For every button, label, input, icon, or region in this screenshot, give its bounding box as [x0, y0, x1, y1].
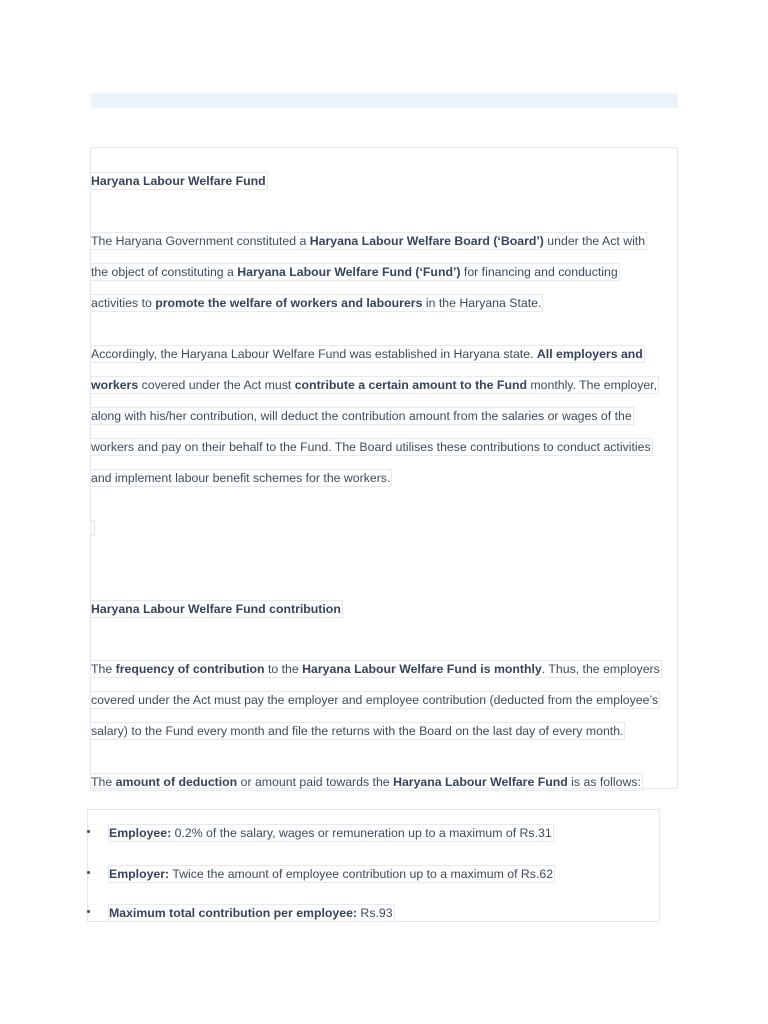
paragraph-line: along with his/her contribution, will deduct the contribution amount from the salaries or wages of the — [91, 409, 632, 423]
paragraph-line: Accordingly, the Haryana Labour Welfare Fund was established in Haryana state. All employers and — [91, 347, 643, 361]
paragraph-line: salary) to the Fund every month and file the returns with the Board on the last day of every month. — [91, 724, 624, 738]
paragraph-line: The frequency of contribution to the Haryana Labour Welfare Fund is monthly. Thus, the employers — [91, 662, 660, 676]
section-heading-contribution: Haryana Labour Welfare Fund contribution — [91, 602, 341, 616]
section-heading-fund: Haryana Labour Welfare Fund — [91, 174, 266, 188]
paragraph-line: covered under the Act must pay the employer and employee contribution (deducted from the employee’s — [91, 693, 659, 707]
empty-inline-box — [90, 520, 95, 536]
paragraph-line: and implement labour benefit schemes for the workers. — [91, 471, 391, 485]
bullet-icon — [87, 871, 90, 874]
paragraph-line: the object of constituting a Haryana Labour Welfare Fund (‘Fund’) for financing and conducting — [91, 265, 618, 279]
bullet-icon — [87, 830, 90, 833]
bullet-icon — [87, 910, 90, 913]
paragraph-line: The Haryana Government constituted a Haryana Labour Welfare Board (‘Board’) under the Act with — [91, 234, 646, 248]
paragraph-line: workers covered under the Act must contribute a certain amount to the Fund monthly. The employer, — [91, 378, 658, 392]
paragraph-line: The amount of deduction or amount paid towards the Haryana Labour Welfare Fund is as follows: — [91, 775, 641, 789]
paragraph-line: workers and pay on their behalf to the Fund. The Board utilises these contributions to conduct activities — [91, 440, 651, 454]
top-banner-bar — [91, 93, 678, 108]
paragraph-line: activities to promote the welfare of workers and labourers in the Haryana State. — [91, 296, 542, 310]
